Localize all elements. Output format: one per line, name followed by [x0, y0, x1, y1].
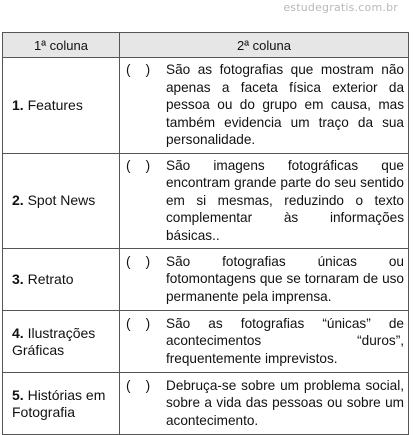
- term-label: Retrato: [27, 271, 74, 287]
- term-number: 4.: [12, 324, 24, 341]
- description-cell: [120, 373, 409, 435]
- header-row: [3, 33, 409, 58]
- header-column-2: 2ª coluna: [120, 33, 409, 58]
- term-cell: [3, 58, 120, 154]
- answer-blank[interactable]: ( ): [126, 377, 151, 393]
- term-number: 5.: [12, 386, 24, 403]
- answer-blank[interactable]: ( ): [126, 62, 151, 77]
- term-label: Features: [27, 96, 83, 113]
- term-label: Ilustrações Gráficas: [12, 324, 96, 358]
- description-text: São imagens fotográficas que encontram grande parte do seu sentido em si mesmas, reduzindo o texto complementar às informações básicas..: [166, 157, 404, 243]
- description-cell: [120, 153, 409, 249]
- header-column-1: 1ª coluna: [3, 33, 120, 58]
- description-text: São as fotografias que mostram não apenas a faceta física exterior da pessoa ou do grupo em causa, mas também evidencia um traço da sua personalidade.: [166, 62, 404, 147]
- answer-blank[interactable]: ( ): [126, 157, 151, 173]
- term-label: Spot News: [27, 192, 96, 209]
- term-number: 2.: [12, 192, 24, 209]
- table-row: [3, 373, 409, 435]
- term-cell: [3, 311, 120, 373]
- term-number: 3.: [12, 271, 24, 287]
- answer-blank[interactable]: ( ): [126, 253, 151, 269]
- description-cell: [120, 58, 409, 154]
- description-text: Debruça-se sobre um problema social, sobre a vida das pessoas ou sobre um acontecimento.: [166, 377, 404, 428]
- term-cell: [3, 249, 120, 311]
- table-row: [3, 153, 409, 249]
- answer-blank[interactable]: ( ): [126, 315, 151, 331]
- term-cell: [3, 373, 120, 435]
- description-cell: [120, 311, 409, 373]
- watermark: estudegratis.com.br: [283, 1, 398, 14]
- table-row: [3, 311, 409, 373]
- term-number: 1.: [12, 96, 24, 113]
- matching-table: [2, 32, 409, 435]
- term-label: Histórias em Fotografia: [12, 386, 106, 420]
- term-cell: [3, 153, 120, 249]
- table-row: [3, 249, 409, 311]
- description-text: São fotografias únicas ou fotomontagens que se tornaram de uso permanente pela imprensa.: [166, 253, 404, 304]
- table-row: [3, 58, 409, 154]
- description-cell: [120, 249, 409, 311]
- description-text: São as fotografias “únicas” de acontecimentos “duros”, frequentemente imprevistos.: [166, 315, 404, 366]
